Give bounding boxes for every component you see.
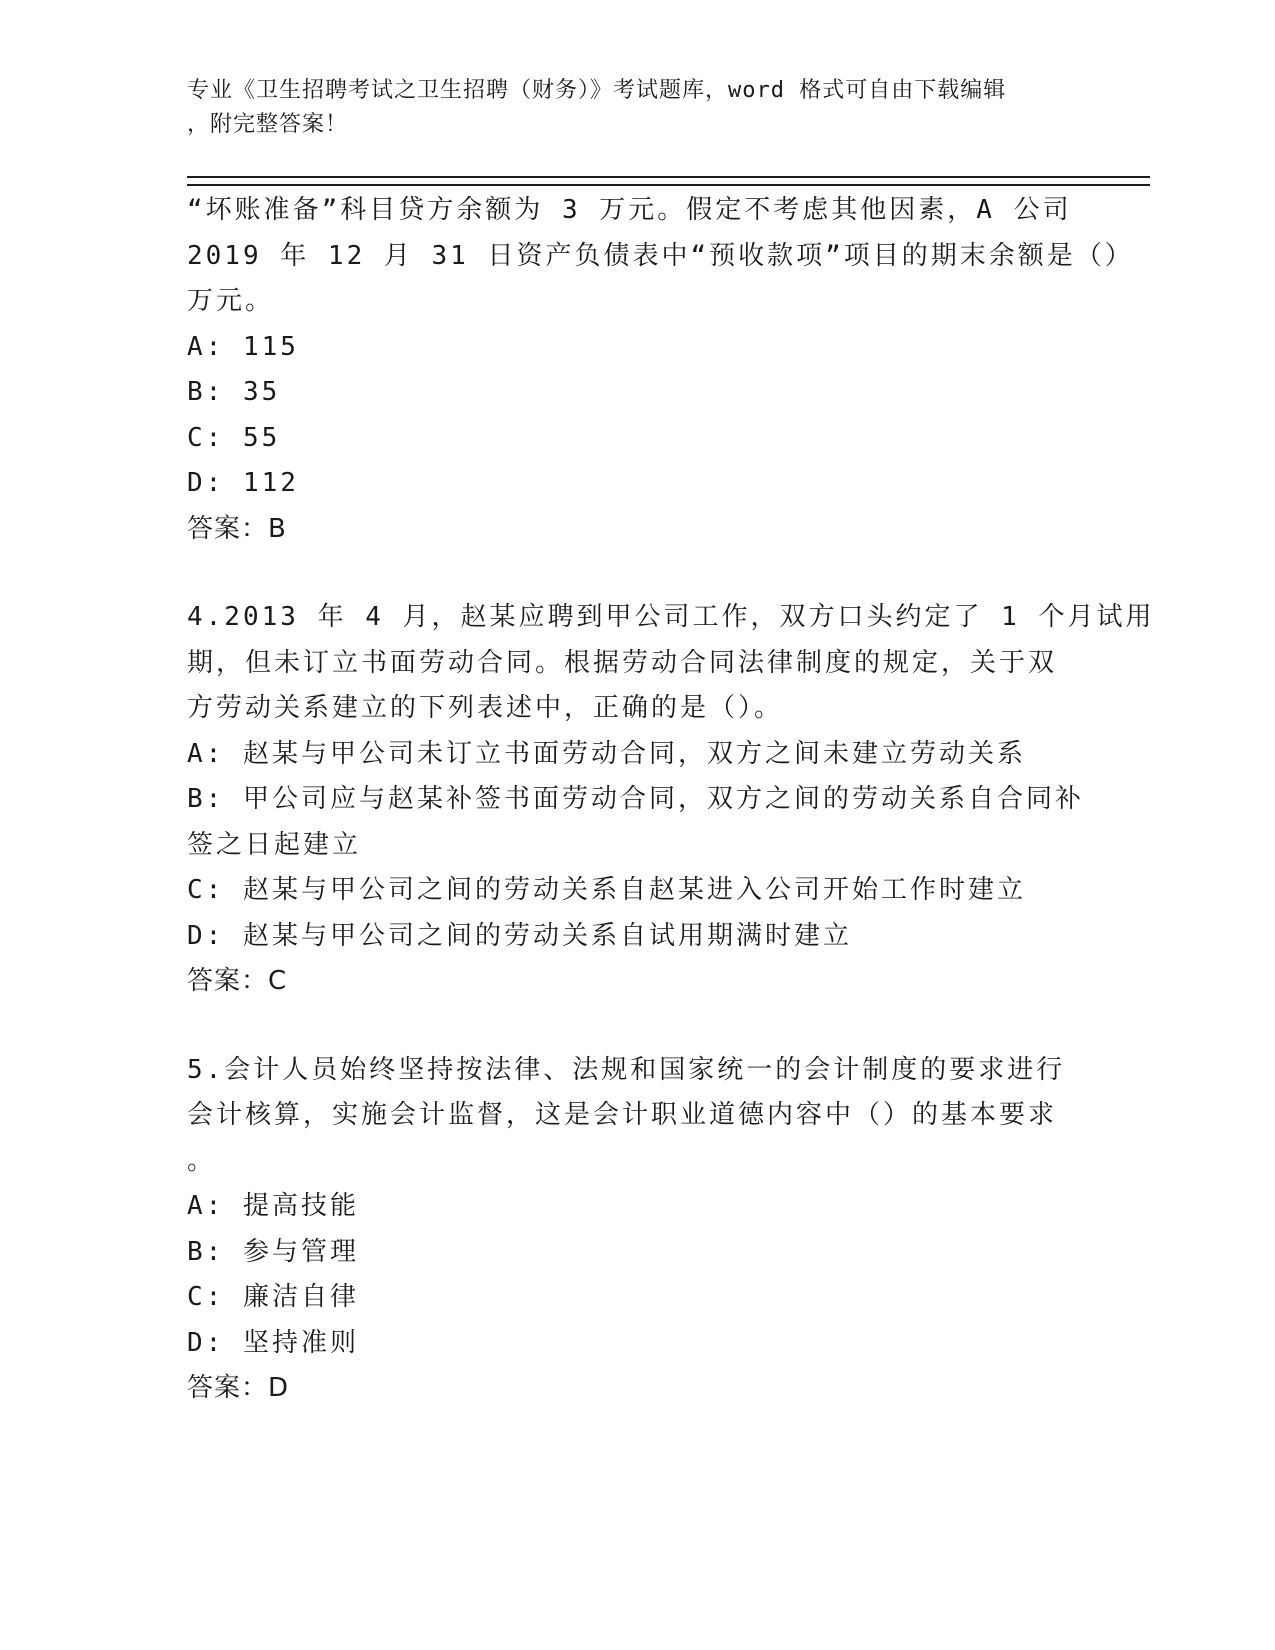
question-stem-line: “坏账准备”科目贷方余额为 3 万元。假定不考虑其他因素，A 公司 [187,195,1072,225]
header-double-rule [187,176,1150,186]
header-line-2: ，附完整答案！ [187,112,349,137]
spacer [187,1005,1087,1048]
option-b-continued: 签之日起建立 [187,829,362,860]
answer-line: 答案：B [187,513,287,544]
option-a: A: 赵某与甲公司未订立书面劳动合同，双方之间未建立劳动关系 [187,738,1026,769]
option-b: B: 35 [187,377,281,407]
question-stem-line: 万元。 [187,286,275,316]
spacer [187,552,1087,595]
option-d: D: 坚持准则 [187,1327,359,1358]
question-content [187,188,1155,1412]
question-stem-line: 5.会计人员始终坚持按法律、法规和国家统一的会计制度的要求进行 [187,1054,1066,1085]
question-stem-line: 2019 年 12 月 31 日资产负债表中“预收款项”项目的期末余额是（） [187,240,1134,271]
answer-line: 答案：C [187,966,288,996]
question-stem-line: 方劳动关系建立的下列表述中，正确的是（）。 [187,693,784,723]
option-b: B: 参与管理 [187,1236,359,1267]
option-a: A: 115 [187,331,299,362]
option-b: B: 甲公司应与赵某补签书面劳动合同，双方之间的劳动关系自合同补 [187,784,1084,814]
document-header [187,74,1067,142]
option-d: D: 赵某与甲公司之间的劳动关系自试用期满时建立 [187,920,852,951]
question-5 [187,1048,1087,1412]
question-3 [187,188,1134,552]
question-stem-line: 。 [187,1145,217,1176]
question-stem-line: 4.2013 年 4 月，赵某应聘到甲公司工作，双方口头约定了 1 个月试用 [187,602,1155,632]
header-line-1: 专业《卫生招聘考试之卫生招聘（财务）》考试题库，word 格式可自由下载编辑 [187,78,1007,103]
option-a: A: 提高技能 [187,1191,359,1221]
answer-line: 答案：D [187,1373,290,1403]
question-stem-line: 期，但未订立书面劳动合同。根据劳动合同法律制度的规定，关于双 [187,647,1058,678]
option-c: C: 55 [187,422,281,453]
question-stem-line: 会计核算，实施会计监督，这是会计职业道德内容中（）的基本要求 [187,1100,1058,1130]
option-c: C: 廉洁自律 [187,1282,359,1312]
option-d: D: 112 [187,468,299,498]
option-c: C: 赵某与甲公司之间的劳动关系自赵某进入公司开始工作时建立 [187,875,1026,905]
question-4 [187,595,1155,1005]
